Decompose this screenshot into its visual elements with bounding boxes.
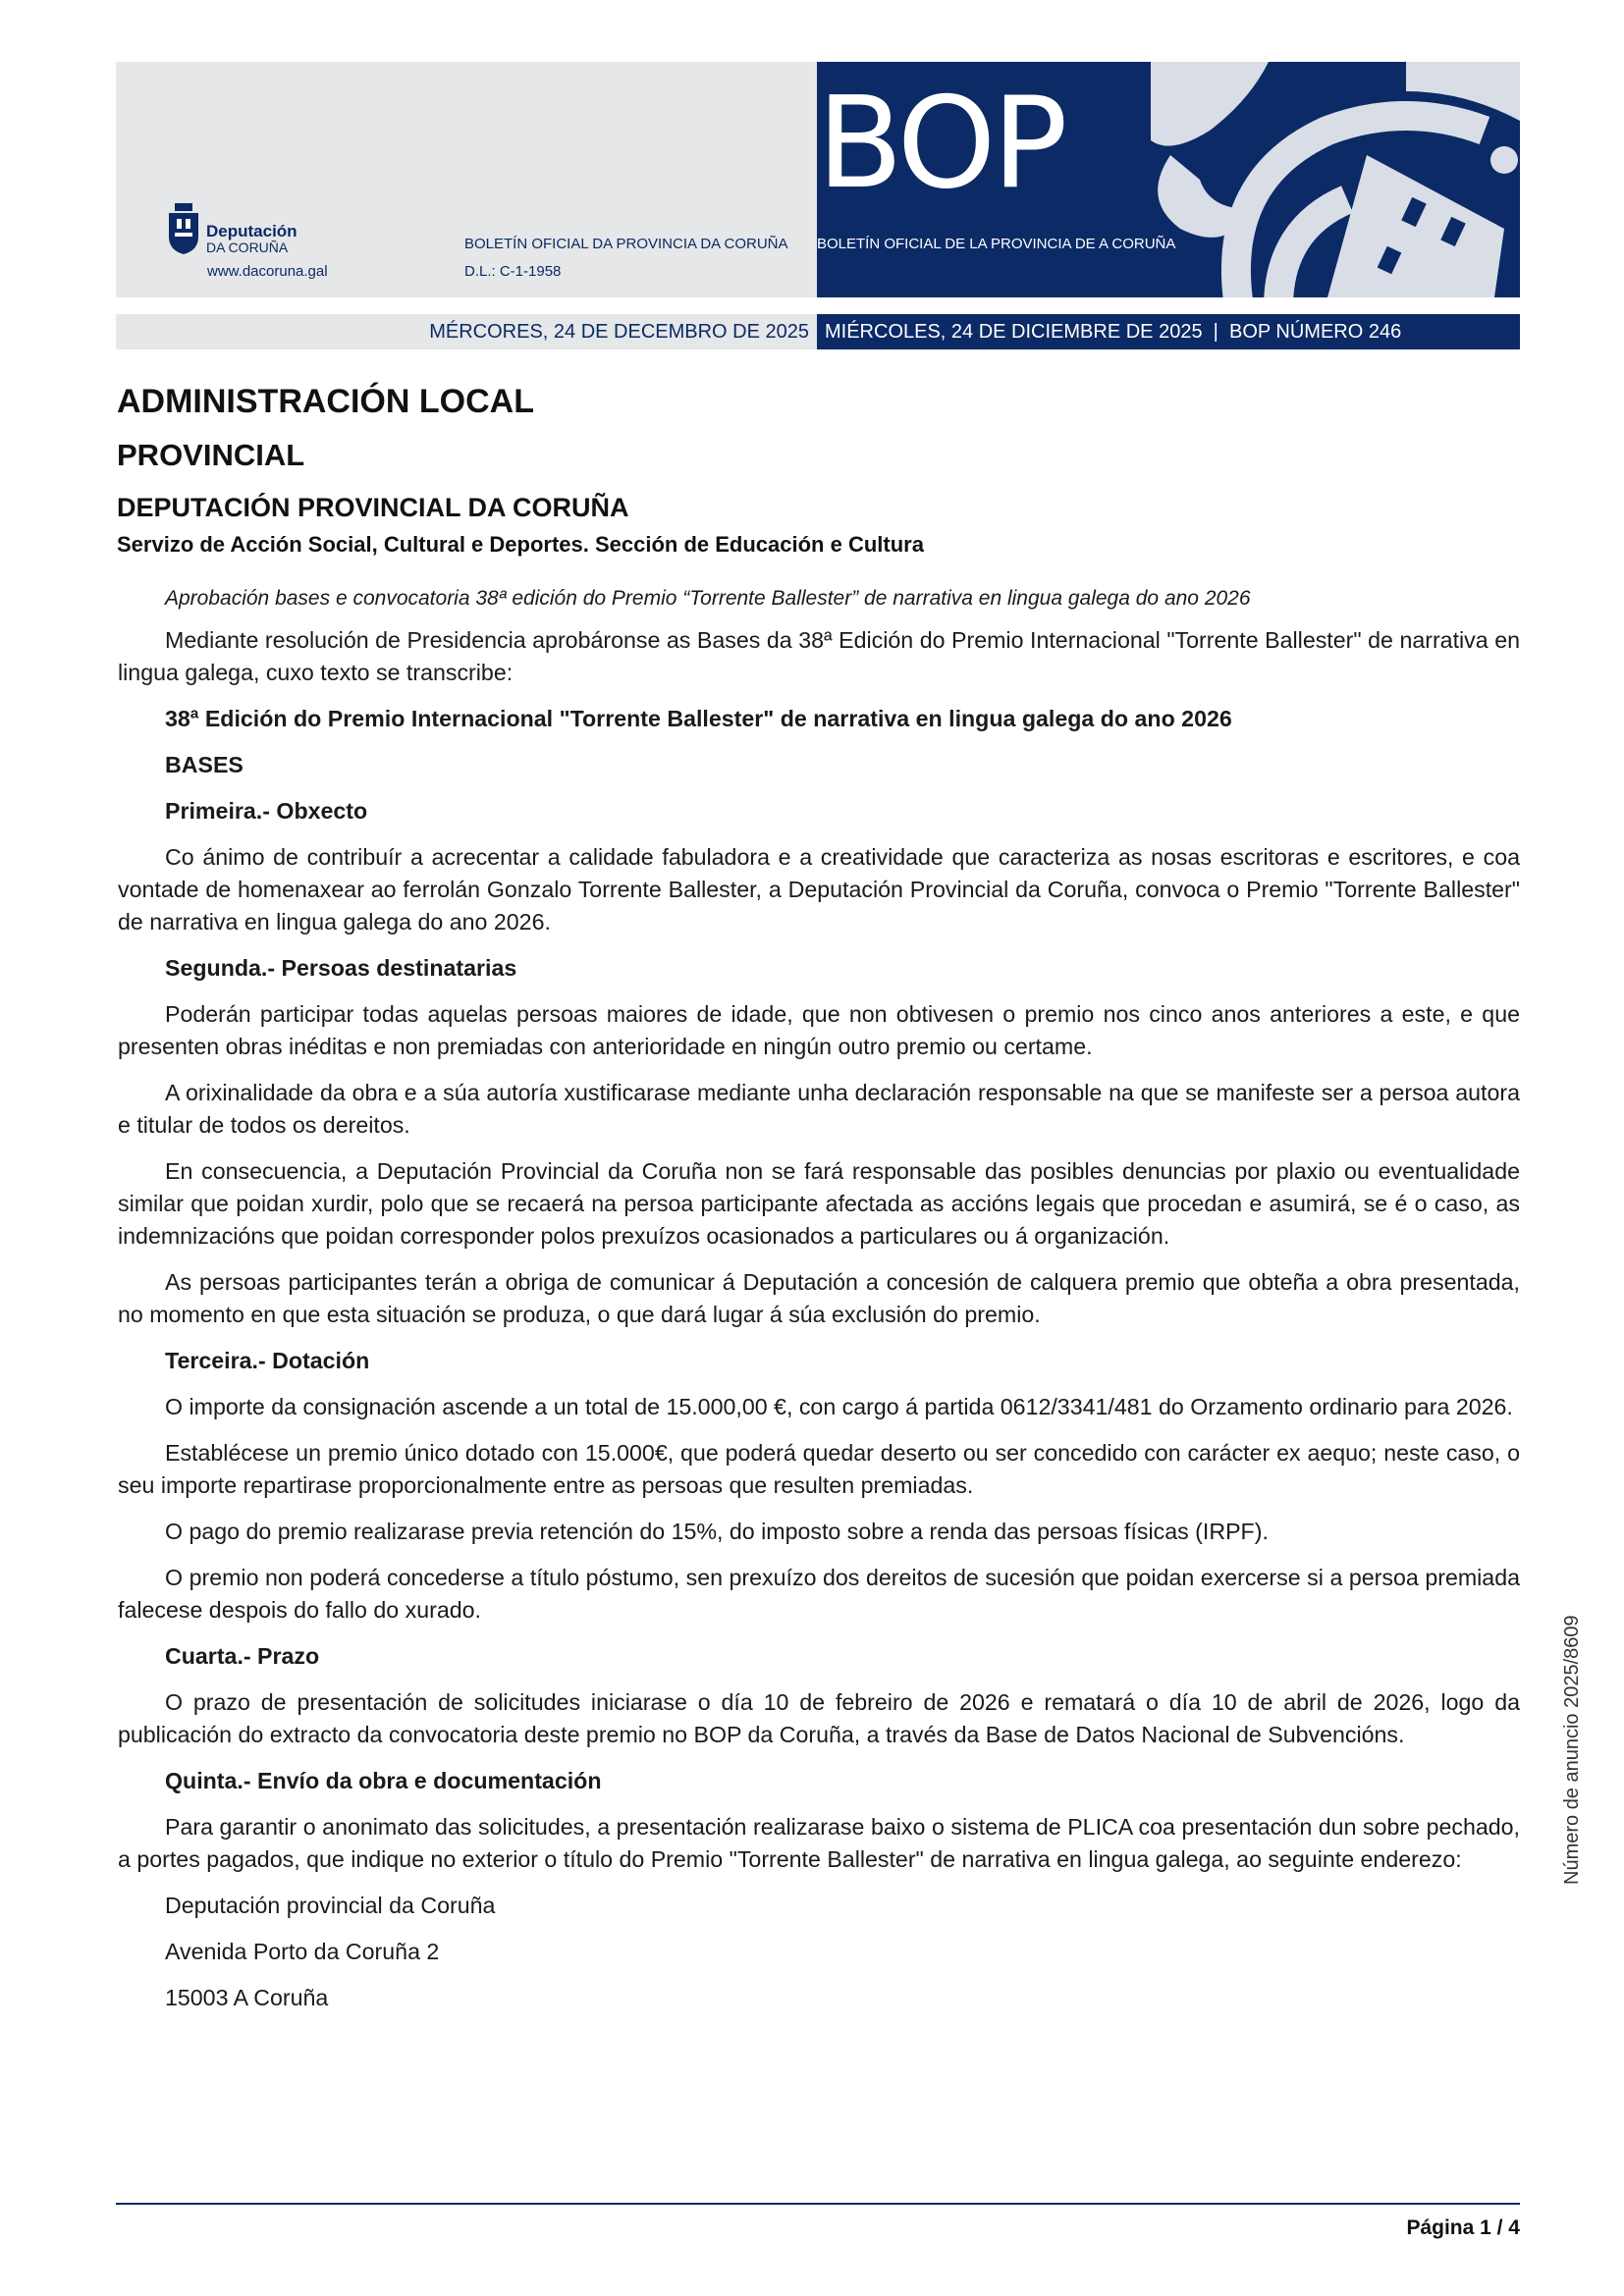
boletin-title-es: BOLETÍN OFICIAL DE LA PROVINCIA DE A CORUÑA — [817, 236, 1176, 252]
bases-heading: BASES — [165, 752, 244, 777]
legal-deposit: D.L.: C-1-1958 — [464, 263, 562, 280]
section-2-paragraph-4: As persoas participantes terán a obriga de comunicar á Deputación a concesión de calquera premio que obteña a obra presentada, no momento en que esta situación se produza, o que dará lugar á súa exclusión do premio. — [118, 1269, 1520, 1327]
address-line-1: Deputación provincial da Coruña — [165, 1893, 496, 1918]
section-2-paragraph-3: En consecuencia, a Deputación Provincial da Coruña non se fará responsable das posibles denuncias por plaxio ou eventualidade similar que poidan xurdir, polo que se recaerá na persoa participante afectada as accións legais que procedan e asumirá, se é o caso, as indemnizacións que poidan corresponder polos prexuízos ocasionados a particulares ou á organización. — [118, 1158, 1520, 1249]
section-1-paragraph-1: Co ánimo de contribuír a acrecentar a calidade fabuladora e a creatividade que caracteriza as nosas escritoras e escritores, e coa vontade de homenaxear ao ferrolán Gonzalo Torrente Ballester, a Deputación Provincial da Coruña, convoca o Premio "Torrente Ballester" de narrativa en lingua galega do ano 2026. — [118, 844, 1520, 934]
bop-title: BOP — [817, 71, 1064, 217]
deputacion-logo-icon — [165, 201, 202, 256]
page-number: Página 1 / 4 — [1406, 2216, 1520, 2239]
section-3-paragraph-1: O importe da consignación ascende a un total de 15.000,00 €, con cargo á partida 0612/3341/481 do Orzamento ordinario para 2026. — [165, 1394, 1513, 1419]
intro-paragraph: Mediante resolución de Presidencia aprobáronse as Bases da 38ª Edición do Premio Internacional "Torrente Ballester" de narrativa en lingua galega, cuxo texto se transcribe: — [118, 627, 1520, 685]
document-body — [118, 582, 1520, 2028]
edition-title: 38ª Edición do Premio Internacional "Torrente Ballester" de narrativa en lingua galega do ano 2026 — [165, 706, 1232, 731]
announcement-subtitle: Aprobación bases e convocatoria 38ª edición do Premio “Torrente Ballester” de narrativa en lingua galega do ano 2026 — [165, 587, 1251, 610]
section-3-paragraph-3: O pago do premio realizarase previa retención do 15%, do imposto sobre a renda das persoas físicas (IRPF). — [165, 1519, 1269, 1544]
section-3-heading: Terceira.- Dotación — [165, 1348, 370, 1373]
section-1-heading: Primeira.- Obxecto — [165, 798, 368, 824]
section-4-paragraph-1: O prazo de presentación de solicitudes iniciarase o día 10 de febreiro de 2026 e rematará o día 10 de abril de 2026, logo da publicación do extracto da convocatoria deste premio no BOP da Coruña, a través da Base de Datos Nacional de Subvencións. — [118, 1689, 1520, 1747]
date-gl: MÉRCORES, 24 DE DECEMBRO DE 2025 — [429, 321, 809, 343]
header-grey-panel — [116, 62, 817, 297]
address-line-3: 15003 A Coruña — [165, 1985, 329, 2010]
section-5-heading: Quinta.- Envío da obra e documentación — [165, 1768, 602, 1793]
heading-administracion-local: ADMINISTRACIÓN LOCAL — [117, 383, 534, 420]
footer-divider — [116, 2203, 1520, 2205]
date-es-and-number: MIÉRCOLES, 24 DE DICIEMBRE DE 2025 | BOP NÚMERO 246 — [825, 321, 1402, 343]
address-line-2: Avenida Porto da Coruña 2 — [165, 1939, 440, 1964]
heading-provincial: PROVINCIAL — [117, 438, 305, 472]
boletin-title-gl: BOLETÍN OFICIAL DA PROVINCIA DA CORUÑA — [464, 236, 788, 252]
logo-name-1: Deputación — [206, 222, 298, 240]
logo-name-2: DA CORUÑA — [206, 240, 289, 255]
heading-deputacion: DEPUTACIÓN PROVINCIAL DA CORUÑA — [117, 493, 629, 522]
website-link[interactable]: www.dacoruna.gal — [207, 263, 328, 280]
section-4-heading: Cuarta.- Prazo — [165, 1643, 320, 1669]
section-3-paragraph-2: Establécese un premio único dotado con 15.000€, que poderá quedar deserto ou ser concedido con carácter ex aequo; neste caso, o seu importe repartirase proporcionalmente entre as persoas que resulten premiadas. — [118, 1440, 1520, 1498]
section-3-paragraph-4: O premio non poderá concederse a título póstumo, sen prexuízo dos dereitos de sucesión que poidan exercerse si a persoa premiada falecese despois do fallo do xurado. — [118, 1565, 1520, 1623]
section-2-heading: Segunda.- Persoas destinatarias — [165, 955, 517, 981]
section-5-paragraph-1: Para garantir o anonimato das solicitudes, a presentación realizarase baixo o sistema de PLICA coa presentación dun sobre pechado, a portes pagados, que indique no exterior o título do Premio "Torrente Ballester" de narrativa en lingua galega, ao seguinte enderezo: — [118, 1814, 1520, 1872]
section-2-paragraph-2: A orixinalidade da obra e a súa autoría xustificarase mediante unha declaración responsable na que se manifeste ser a persoa autora e titular de todos os dereitos. — [118, 1080, 1520, 1138]
section-2-paragraph-1: Poderán participar todas aquelas persoas maiores de idade, que non obtivesen o premio nos cinco anos anteriores a este, e que presenten obras inéditas e non premiadas con anterioridade en ningún outro premio ou certame. — [118, 1001, 1520, 1059]
announcement-number: Número de anuncio 2025/8609 — [1561, 1615, 1583, 1885]
heading-servizo: Servizo de Acción Social, Cultural e Deportes. Sección de Educación e Cultura — [117, 532, 924, 557]
